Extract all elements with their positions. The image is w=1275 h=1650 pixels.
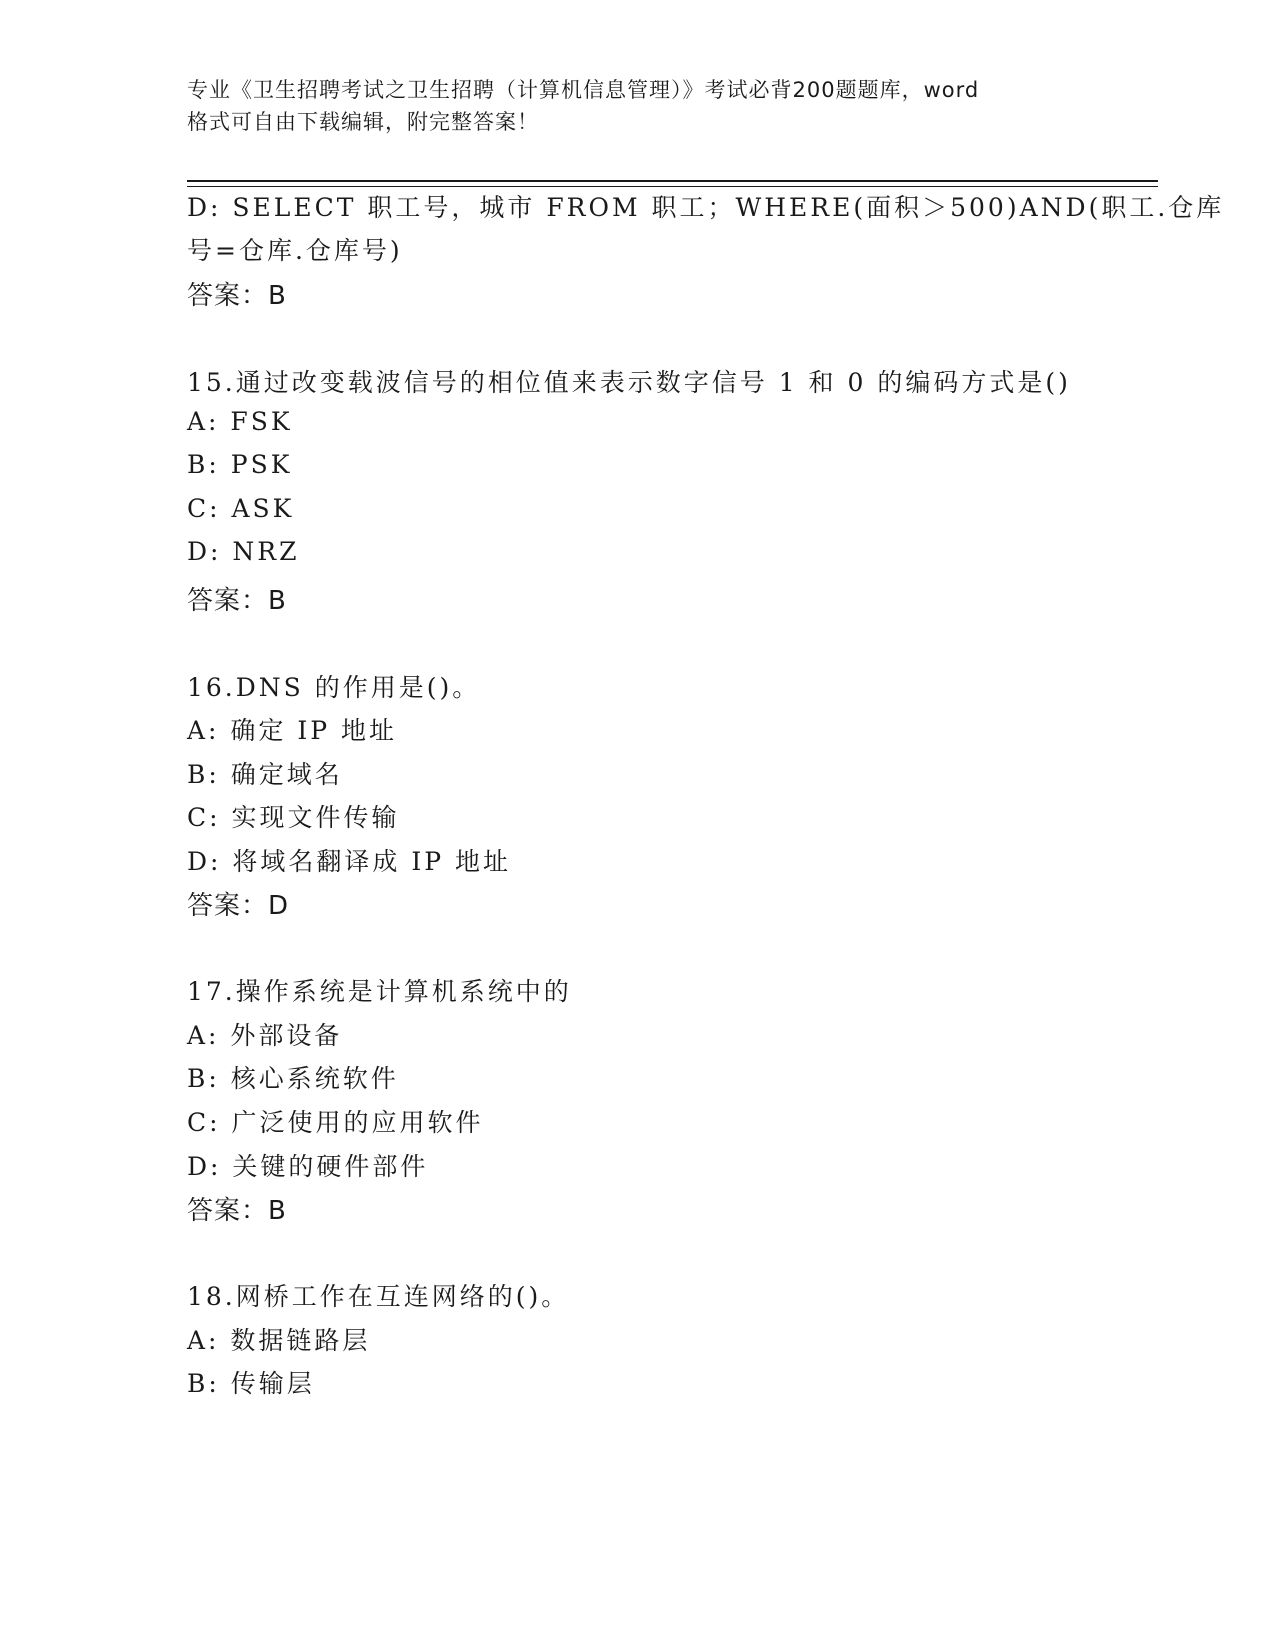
q16-answer: 答案：D: [187, 891, 290, 921]
q16-option-a: A: 确定 IP 地址: [187, 716, 398, 745]
q17-answer: 答案：B: [187, 1196, 287, 1226]
q16-question: 16.DNS 的作用是()。: [187, 673, 481, 702]
q15-answer: 答案：B: [187, 586, 287, 616]
q14-option-d-line2: 号=仓库.仓库号): [187, 236, 403, 265]
q14-answer: 答案：B: [187, 281, 287, 311]
document-header: [187, 74, 1087, 138]
header-divider-bottom: [187, 186, 1158, 187]
q18-question: 18.网桥工作在互连网络的()。: [187, 1282, 570, 1311]
header-divider-top: [187, 180, 1158, 182]
q16-option-b: B: 确定域名: [187, 760, 343, 789]
q15-option-c: C: ASK: [187, 494, 295, 523]
q15-option-d: D: NRZ: [187, 537, 300, 566]
q17-option-a: A: 外部设备: [187, 1021, 343, 1050]
q17-option-c: C: 广泛使用的应用软件: [187, 1108, 484, 1137]
q15-question: 15.通过改变载波信号的相位值来表示数字信号 1 和 0 的编码方式是(): [187, 368, 1071, 397]
q15-option-b: B: PSK: [187, 450, 293, 479]
q16-option-c: C: 实现文件传输: [187, 803, 400, 832]
q18-option-a: A: 数据链路层: [187, 1326, 371, 1355]
header-line-2: 格式可自由下载编辑，附完整答案！: [187, 110, 539, 134]
q17-option-b: B: 核心系统软件: [187, 1064, 399, 1093]
q18-option-b: B: 传输层: [187, 1369, 315, 1398]
q14-option-d-line1: D: SELECT 职工号，城市 FROM 职工；WHERE(面积＞500)AND(职工.仓库: [187, 193, 1225, 222]
q17-question: 17.操作系统是计算机系统中的: [187, 977, 572, 1006]
q15-option-a: A: FSK: [187, 407, 293, 436]
q17-option-d: D: 关键的硬件部件: [187, 1152, 429, 1181]
q16-option-d: D: 将域名翻译成 IP 地址: [187, 847, 512, 876]
header-line-1: 专业《卫生招聘考试之卫生招聘（计算机信息管理）》考试必背200题题库，word: [187, 78, 980, 102]
